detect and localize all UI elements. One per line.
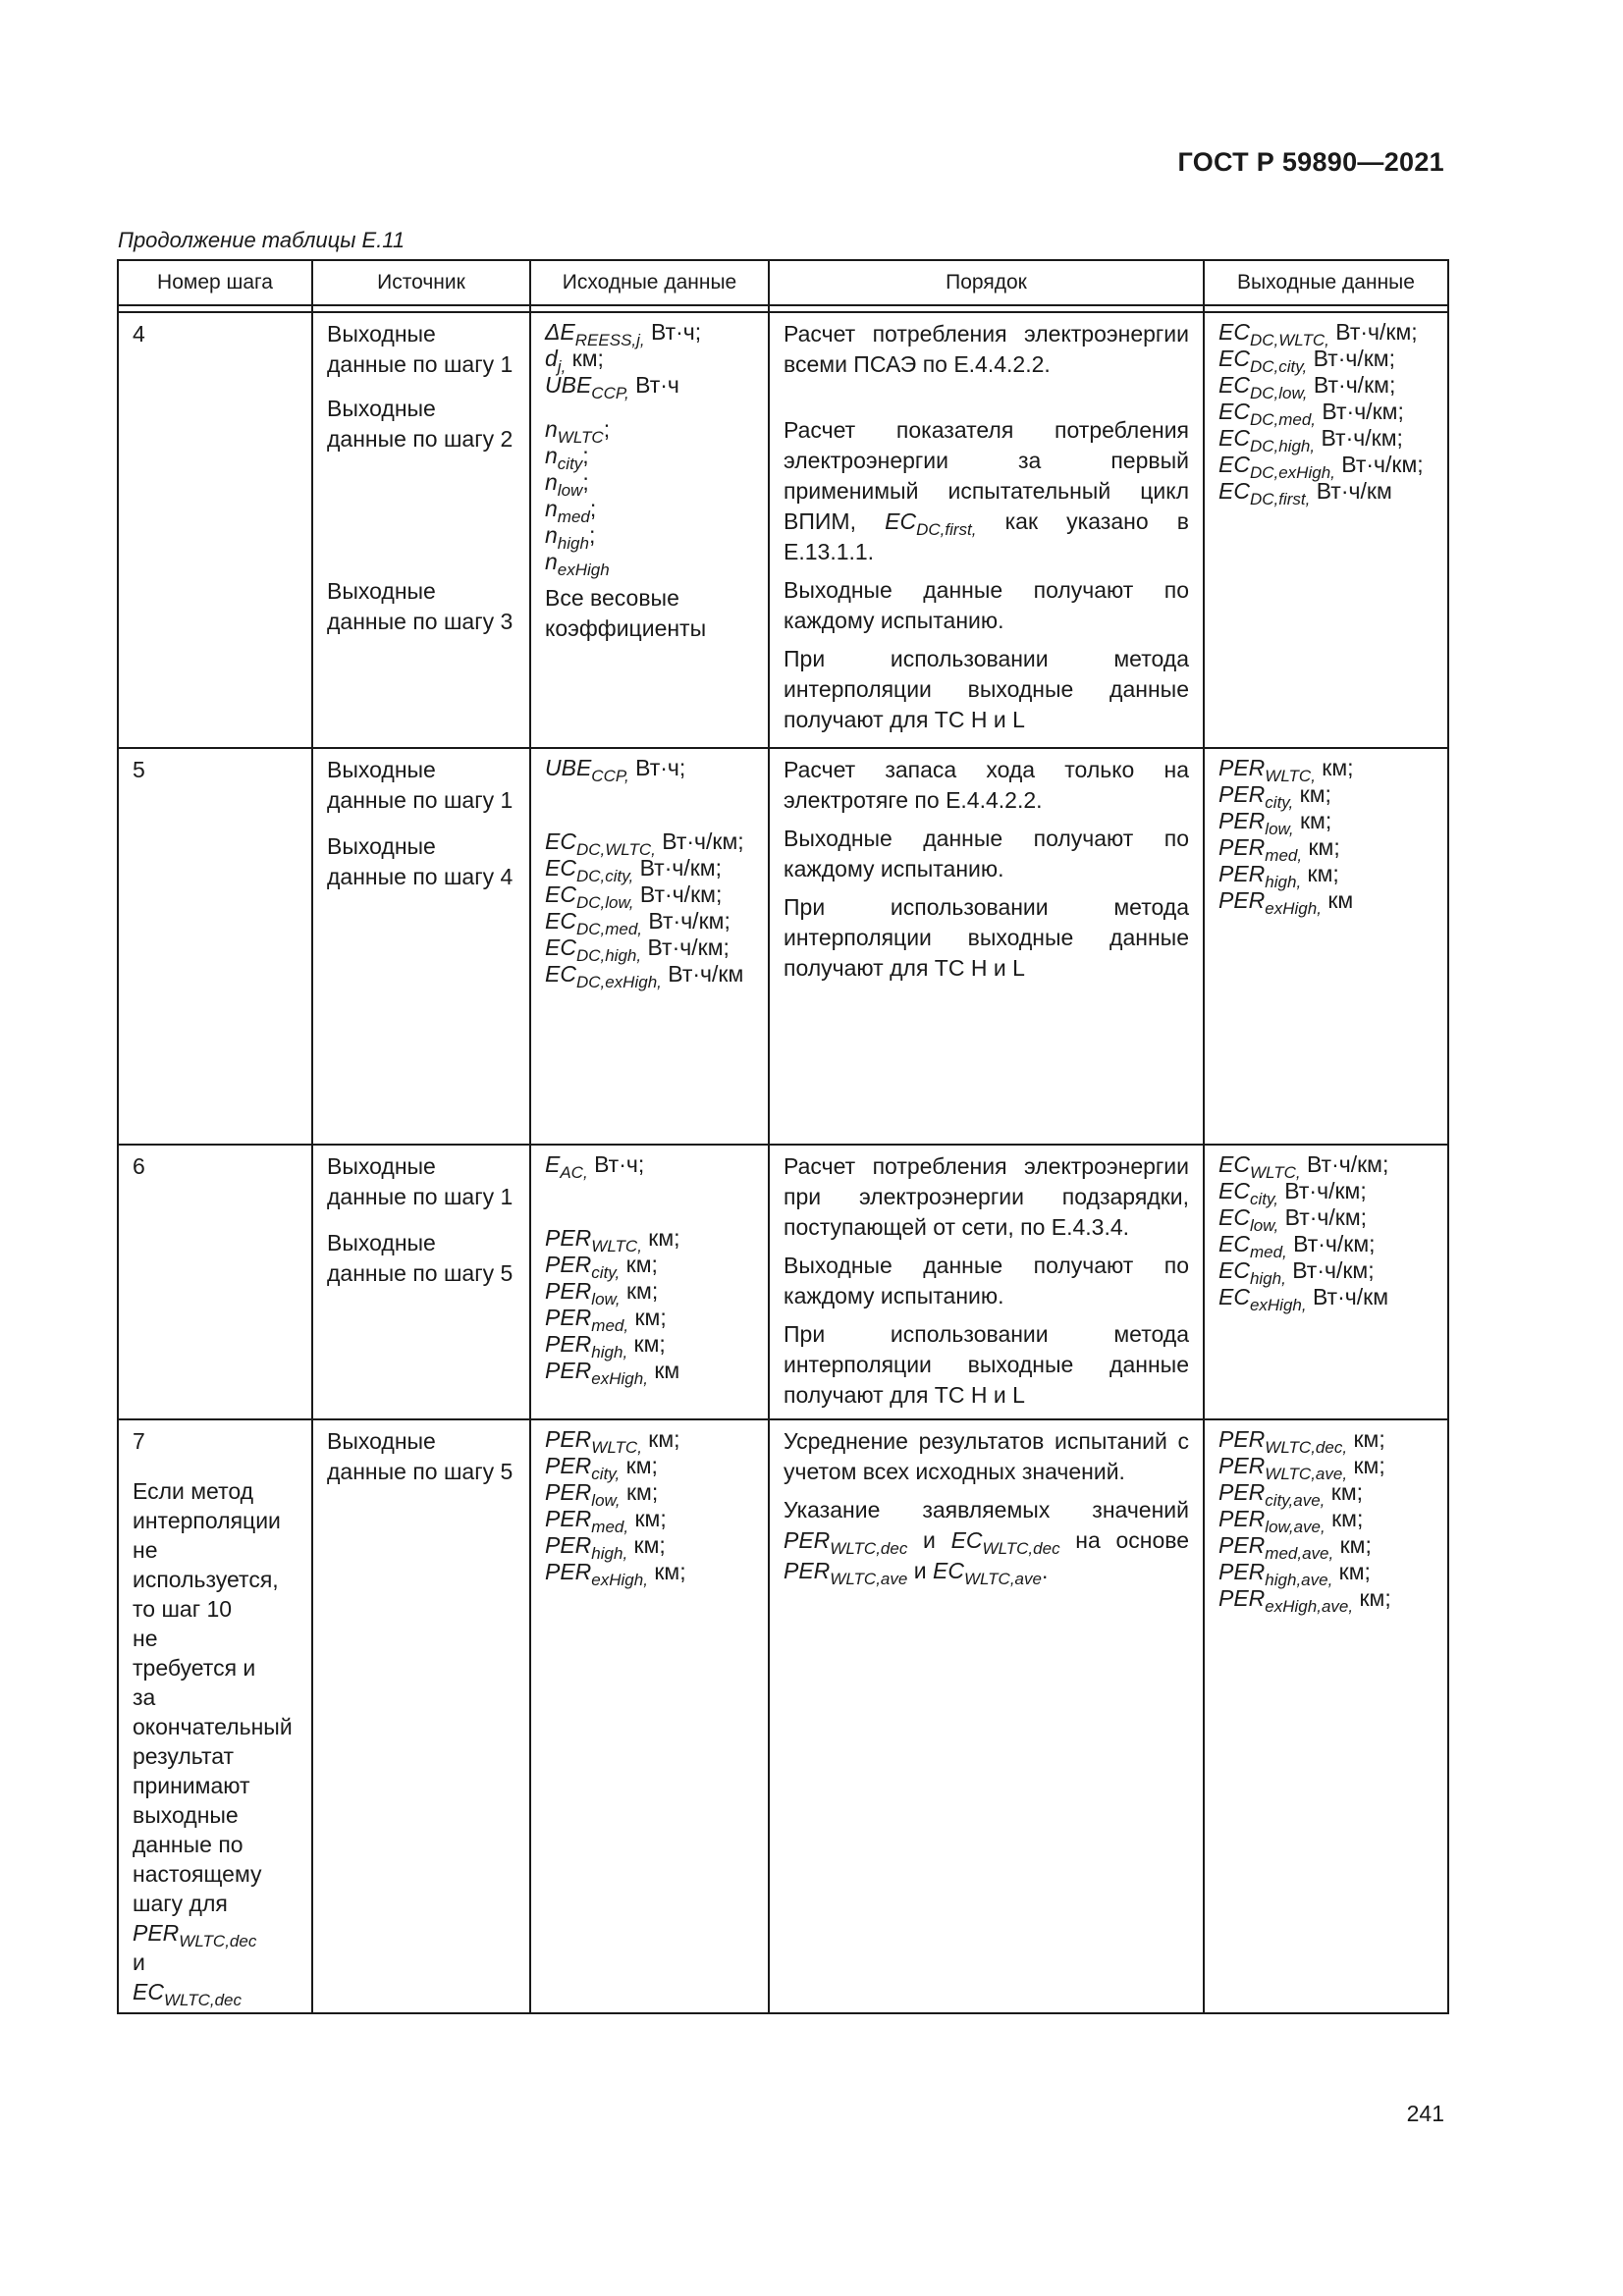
outputs-cell: [1204, 1419, 1448, 2013]
table-row: [118, 1419, 1448, 2013]
procedure-table: [117, 259, 1449, 2014]
source-text: Выходные данные по шагу 1: [327, 1153, 514, 1209]
step-number: 4: [133, 321, 145, 347]
output-value: $EC_{DC,high,}$ Вт·ч/км;: [1218, 425, 1403, 455]
output-value: $EC_{DC,city,}$ Вт·ч/км;: [1218, 346, 1396, 376]
output-value: $PER_{high,}$ км;: [1218, 861, 1339, 891]
input-value: $n_{WLTC}$;: [545, 416, 611, 447]
input-value: $UBE_{CCP,}$ Вт·ч: [545, 372, 679, 402]
procedure-text: Выходные данные получают по каждому испытанию.: [784, 577, 1189, 633]
table-row: [118, 1145, 1448, 1419]
inputs-cell: [530, 1419, 769, 2013]
header-separator: [118, 305, 1448, 312]
procedure-text: При использовании метода интерполяции выходные данные получают для ТС H и L: [784, 646, 1189, 732]
procedure-cell: [769, 312, 1204, 748]
input-value: $EC_{DC,WLTC,}$ Вт·ч/км;: [545, 828, 744, 859]
input-value: $EC_{DC,med,}$ Вт·ч/км;: [545, 908, 730, 938]
step-cell: [118, 1145, 312, 1419]
procedure-cell: [769, 748, 1204, 1145]
input-value: $PER_{exHigh,}$ км;: [545, 1559, 686, 1589]
step-cell: [118, 748, 312, 1145]
col-header-outputs: Выходные данные: [1204, 260, 1448, 305]
output-value: $EC_{city,}$ Вт·ч/км;: [1218, 1178, 1367, 1208]
input-value: $n_{low}$;: [545, 469, 589, 500]
step-cell: [118, 312, 312, 748]
procedure-cell: [769, 1145, 1204, 1419]
output-value: $PER_{WLTC,dec,}$ км;: [1218, 1426, 1385, 1457]
procedure-text: Расчет показателя потребления электроэнергии за первый применимый испытательный цикл ВПИМ, $EC_{DC,first,}$ как указано в Е.13.1.1.: [784, 417, 1189, 564]
procedure-text: Указание заявляемых значений $PER_{WLTC,dec}$ и $EC_{WLTC,dec}$ на основе $PER_{WLTC,ave}$ и $EC_{WLTC,ave}$.: [784, 1497, 1189, 1588]
output-value: $EC_{med,}$ Вт·ч/км;: [1218, 1231, 1376, 1261]
input-value: $PER_{med,}$ км;: [545, 1506, 667, 1536]
procedure-text: Выходные данные получают по каждому испытанию.: [784, 826, 1189, 881]
procedure-text: При использовании метода интерполяции выходные данные получают для ТС H и L: [784, 1321, 1189, 1408]
inputs-cell: [530, 1145, 769, 1419]
source-cell: [312, 748, 530, 1145]
source-cell: [312, 312, 530, 748]
input-value: $PER_{WLTC,}$ км;: [545, 1426, 680, 1457]
page-number: 241: [1406, 2101, 1444, 2126]
procedure-text: При использовании метода интерполяции выходные данные получают для ТС H и L: [784, 894, 1189, 981]
input-value: $PER_{low,}$ км;: [545, 1479, 659, 1510]
source-text: Выходные данные по шагу 2: [327, 396, 514, 452]
col-header-source: Источник: [312, 260, 530, 305]
output-value: $PER_{med,}$ км;: [1218, 834, 1340, 865]
source-text: Выходные данные по шагу 3: [327, 578, 514, 634]
input-value: $EC_{DC,low,}$ Вт·ч/км;: [545, 881, 723, 912]
input-value: $UBE_{CCP,}$ Вт·ч;: [545, 755, 686, 785]
input-value: $PER_{city,}$ км;: [545, 1252, 658, 1282]
input-value: $n_{med}$;: [545, 496, 597, 526]
input-value: $PER_{high,}$ км;: [545, 1331, 666, 1362]
output-value: $EC_{DC,WLTC,}$ Вт·ч/км;: [1218, 319, 1418, 349]
step-number: 7: [133, 1428, 145, 1454]
input-value: $PER_{high,}$ км;: [545, 1532, 666, 1563]
outputs-cell: [1204, 312, 1448, 748]
table-row: [118, 312, 1448, 748]
input-value: $d_{j,}$ км;: [545, 346, 604, 376]
source-text: Выходные данные по шагу 1: [327, 757, 514, 813]
input-value: $E_{AC,}$ Вт·ч;: [545, 1151, 645, 1182]
output-value: $EC_{low,}$ Вт·ч/км;: [1218, 1204, 1368, 1235]
col-header-inputs: Исходные данные: [530, 260, 769, 305]
source-text: Выходные данные по шагу 5: [327, 1230, 514, 1286]
inputs-cell: [530, 748, 769, 1145]
col-header-procedure: Порядок: [769, 260, 1204, 305]
procedure-text: Расчет потребления электроэнергии всеми ПСАЭ по Е.4.4.2.2.: [784, 321, 1189, 377]
output-value: $EC_{DC,first,}$ Вт·ч/км: [1218, 478, 1392, 508]
input-value: $PER_{city,}$ км;: [545, 1453, 658, 1483]
output-value: $PER_{city,}$ км;: [1218, 781, 1331, 812]
source-text: Выходные данные по шагу 5: [327, 1428, 514, 1484]
source-cell: [312, 1145, 530, 1419]
output-value: $PER_{WLTC,}$ км;: [1218, 755, 1354, 785]
table-header-row: [118, 260, 1448, 305]
output-value: $PER_{high,ave,}$ км;: [1218, 1559, 1371, 1589]
source-cell: [312, 1419, 530, 2013]
input-value: $PER_{WLTC,}$ км;: [545, 1225, 680, 1255]
outputs-cell: [1204, 748, 1448, 1145]
output-value: $PER_{med,ave,}$ км;: [1218, 1532, 1372, 1563]
output-value: $PER_{city,ave,}$ км;: [1218, 1479, 1364, 1510]
output-value: $PER_{WLTC,ave,}$ км;: [1218, 1453, 1385, 1483]
step-cell: [118, 1419, 312, 2013]
output-value: $EC_{high,}$ Вт·ч/км;: [1218, 1257, 1375, 1288]
input-value: $PER_{exHigh,}$ км: [545, 1358, 680, 1388]
input-value: $n_{exHigh}$: [545, 549, 610, 579]
table-row: [118, 748, 1448, 1145]
input-value: $EC_{DC,exHigh,}$ Вт·ч/км: [545, 961, 744, 991]
output-value: $EC_{DC,med,}$ Вт·ч/км;: [1218, 399, 1404, 429]
outputs-cell: [1204, 1145, 1448, 1419]
input-value: $n_{city}$;: [545, 443, 589, 473]
output-value: $EC_{exHigh,}$ Вт·ч/км: [1218, 1284, 1389, 1314]
step-number: 5: [133, 757, 145, 782]
source-text: Выходные данные по шагу 4: [327, 833, 514, 889]
procedure-text: Расчет запаса хода только на электротяге по Е.4.4.2.2.: [784, 757, 1189, 813]
output-value: $PER_{low,ave,}$ км;: [1218, 1506, 1364, 1536]
output-value: $PER_{exHigh,ave,}$ км;: [1218, 1585, 1391, 1616]
input-value: $\Delta E_{REESS,j,}$ Вт·ч;: [545, 319, 702, 349]
standard-designation: ГОСТ Р 59890—2021: [1177, 147, 1444, 177]
procedure-text: Выходные данные получают по каждому испытанию.: [784, 1253, 1189, 1308]
input-value: $n_{high}$;: [545, 522, 596, 553]
input-value: $PER_{med,}$ км;: [545, 1305, 667, 1335]
table-caption: Продолжение таблицы Е.11: [118, 228, 406, 252]
source-text: Выходные данные по шагу 1: [327, 321, 514, 377]
input-value: $PER_{low,}$ км;: [545, 1278, 659, 1308]
procedure-text: Расчет потребления электроэнергии при электроэнергии подзарядки, поступающей от сети, по Е.4.3.4.: [784, 1153, 1189, 1240]
output-value: $PER_{low,}$ км;: [1218, 808, 1332, 838]
input-value: $EC_{DC,high,}$ Вт·ч/км;: [545, 934, 730, 965]
output-value: $EC_{DC,low,}$ Вт·ч/км;: [1218, 372, 1396, 402]
output-value: $PER_{exHigh,}$ км: [1218, 887, 1354, 918]
output-value: $EC_{DC,exHigh,}$ Вт·ч/км;: [1218, 452, 1424, 482]
procedure-text: Усреднение результатов испытаний с учетом всех исходных значений.: [784, 1428, 1189, 1484]
output-value: $EC_{WLTC,}$ Вт·ч/км;: [1218, 1151, 1389, 1182]
input-value: Все весовые коэффициенты: [545, 585, 707, 641]
inputs-cell: [530, 312, 769, 748]
step-number: 6: [133, 1153, 145, 1179]
procedure-cell: [769, 1419, 1204, 2013]
input-value: $EC_{DC,city,}$ Вт·ч/км;: [545, 855, 723, 885]
step-note: Если метод интерполяции не используется, то шаг 10 не требуется и за окончательный результат принимают выходные данные по настоящему шагу для $PER_{WLTC,dec}$ и $EC_{WLTC,dec}$: [133, 1478, 293, 2009]
col-header-step: Номер шага: [118, 260, 312, 305]
